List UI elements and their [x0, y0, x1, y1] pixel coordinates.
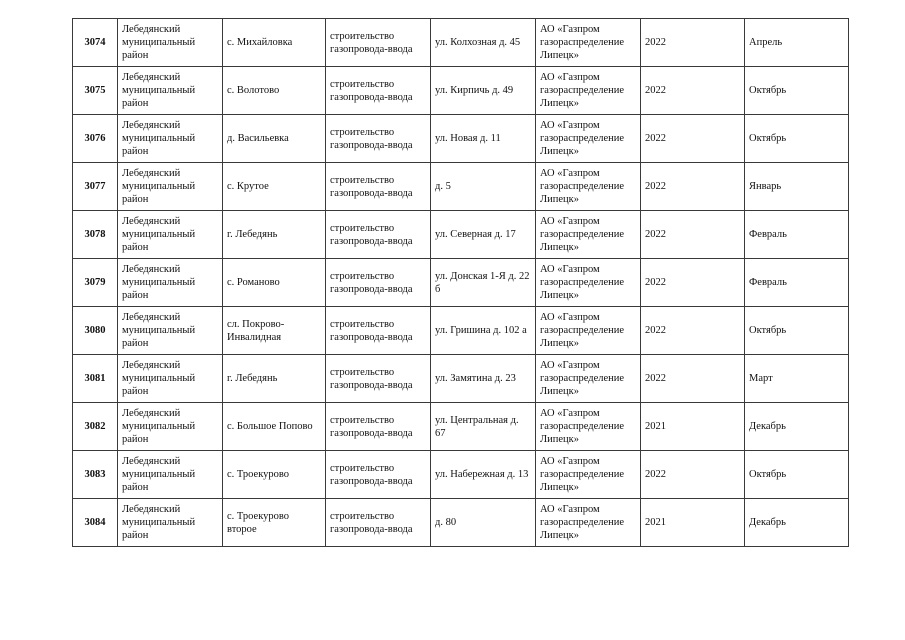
organization-cell: АО «Газпром газораспределение Липецк»: [536, 499, 641, 547]
organization-cell: АО «Газпром газораспределение Липецк»: [536, 19, 641, 67]
month-cell: Октябрь: [745, 67, 849, 115]
month-cell: Октябрь: [745, 307, 849, 355]
address-cell: д. 80: [431, 499, 536, 547]
address-cell: ул. Гришина д. 102 а: [431, 307, 536, 355]
table-row: [73, 211, 849, 259]
locality-cell: с. Крутое: [223, 163, 326, 211]
district-cell: Лебедянский муниципальный район: [118, 163, 223, 211]
locality-cell: с. Троекурово: [223, 451, 326, 499]
month-cell: Декабрь: [745, 499, 849, 547]
work-type-cell: строительство газопровода-ввода: [326, 451, 431, 499]
year-cell: 2022: [641, 19, 745, 67]
district-cell: Лебедянский муниципальный район: [118, 115, 223, 163]
row-number-cell: 3078: [73, 211, 118, 259]
work-type-cell: строительство газопровода-ввода: [326, 307, 431, 355]
year-cell: 2022: [641, 115, 745, 163]
district-cell: Лебедянский муниципальный район: [118, 451, 223, 499]
table-row: [73, 355, 849, 403]
year-cell: 2022: [641, 451, 745, 499]
district-cell: Лебедянский муниципальный район: [118, 307, 223, 355]
table-row: [73, 115, 849, 163]
address-cell: ул. Новая д. 11: [431, 115, 536, 163]
month-cell: Январь: [745, 163, 849, 211]
year-cell: 2022: [641, 355, 745, 403]
organization-cell: АО «Газпром газораспределение Липецк»: [536, 355, 641, 403]
table-row: [73, 19, 849, 67]
work-type-cell: строительство газопровода-ввода: [326, 403, 431, 451]
work-type-cell: строительство газопровода-ввода: [326, 115, 431, 163]
organization-cell: АО «Газпром газораспределение Липецк»: [536, 307, 641, 355]
work-type-cell: строительство газопровода-ввода: [326, 499, 431, 547]
month-cell: Октябрь: [745, 115, 849, 163]
organization-cell: АО «Газпром газораспределение Липецк»: [536, 403, 641, 451]
organization-cell: АО «Газпром газораспределение Липецк»: [536, 115, 641, 163]
locality-cell: с. Романово: [223, 259, 326, 307]
month-cell: Декабрь: [745, 403, 849, 451]
year-cell: 2021: [641, 499, 745, 547]
registry-table-body: [73, 19, 849, 547]
address-cell: ул. Замятина д. 23: [431, 355, 536, 403]
year-cell: 2021: [641, 403, 745, 451]
organization-cell: АО «Газпром газораспределение Липецк»: [536, 451, 641, 499]
month-cell: Октябрь: [745, 451, 849, 499]
month-cell: Апрель: [745, 19, 849, 67]
table-row: [73, 499, 849, 547]
locality-cell: с. Большое Попово: [223, 403, 326, 451]
work-type-cell: строительство газопровода-ввода: [326, 67, 431, 115]
work-type-cell: строительство газопровода-ввода: [326, 19, 431, 67]
row-number-cell: 3081: [73, 355, 118, 403]
table-row: [73, 307, 849, 355]
district-cell: Лебедянский муниципальный район: [118, 259, 223, 307]
address-cell: ул. Кирпичь д. 49: [431, 67, 536, 115]
row-number-cell: 3075: [73, 67, 118, 115]
work-type-cell: строительство газопровода-ввода: [326, 163, 431, 211]
locality-cell: г. Лебедянь: [223, 211, 326, 259]
district-cell: Лебедянский муниципальный район: [118, 211, 223, 259]
organization-cell: АО «Газпром газораспределение Липецк»: [536, 163, 641, 211]
locality-cell: г. Лебедянь: [223, 355, 326, 403]
table-row: [73, 403, 849, 451]
row-number-cell: 3074: [73, 19, 118, 67]
address-cell: ул. Донская 1-Я д. 22 б: [431, 259, 536, 307]
row-number-cell: 3076: [73, 115, 118, 163]
year-cell: 2022: [641, 211, 745, 259]
district-cell: Лебедянский муниципальный район: [118, 19, 223, 67]
locality-cell: д. Васильевка: [223, 115, 326, 163]
work-type-cell: строительство газопровода-ввода: [326, 355, 431, 403]
year-cell: 2022: [641, 163, 745, 211]
work-type-cell: строительство газопровода-ввода: [326, 259, 431, 307]
locality-cell: с. Волотово: [223, 67, 326, 115]
year-cell: 2022: [641, 307, 745, 355]
year-cell: 2022: [641, 259, 745, 307]
month-cell: Март: [745, 355, 849, 403]
organization-cell: АО «Газпром газораспределение Липецк»: [536, 259, 641, 307]
address-cell: ул. Набережная д. 13: [431, 451, 536, 499]
work-type-cell: строительство газопровода-ввода: [326, 211, 431, 259]
district-cell: Лебедянский муниципальный район: [118, 355, 223, 403]
row-number-cell: 3083: [73, 451, 118, 499]
organization-cell: АО «Газпром газораспределение Липецк»: [536, 67, 641, 115]
row-number-cell: 3077: [73, 163, 118, 211]
registry-table: [72, 18, 849, 547]
month-cell: Февраль: [745, 259, 849, 307]
address-cell: ул. Колхозная д. 45: [431, 19, 536, 67]
organization-cell: АО «Газпром газораспределение Липецк»: [536, 211, 641, 259]
table-row: [73, 259, 849, 307]
row-number-cell: 3080: [73, 307, 118, 355]
district-cell: Лебедянский муниципальный район: [118, 499, 223, 547]
locality-cell: сл. Покрово-Инвалидная: [223, 307, 326, 355]
row-number-cell: 3084: [73, 499, 118, 547]
year-cell: 2022: [641, 67, 745, 115]
locality-cell: с. Михайловка: [223, 19, 326, 67]
address-cell: д. 5: [431, 163, 536, 211]
locality-cell: с. Троекурово второе: [223, 499, 326, 547]
district-cell: Лебедянский муниципальный район: [118, 403, 223, 451]
table-row: [73, 163, 849, 211]
address-cell: ул. Центральная д. 67: [431, 403, 536, 451]
month-cell: Февраль: [745, 211, 849, 259]
address-cell: ул. Северная д. 17: [431, 211, 536, 259]
district-cell: Лебедянский муниципальный район: [118, 67, 223, 115]
table-row: [73, 67, 849, 115]
row-number-cell: 3079: [73, 259, 118, 307]
row-number-cell: 3082: [73, 403, 118, 451]
table-row: [73, 451, 849, 499]
